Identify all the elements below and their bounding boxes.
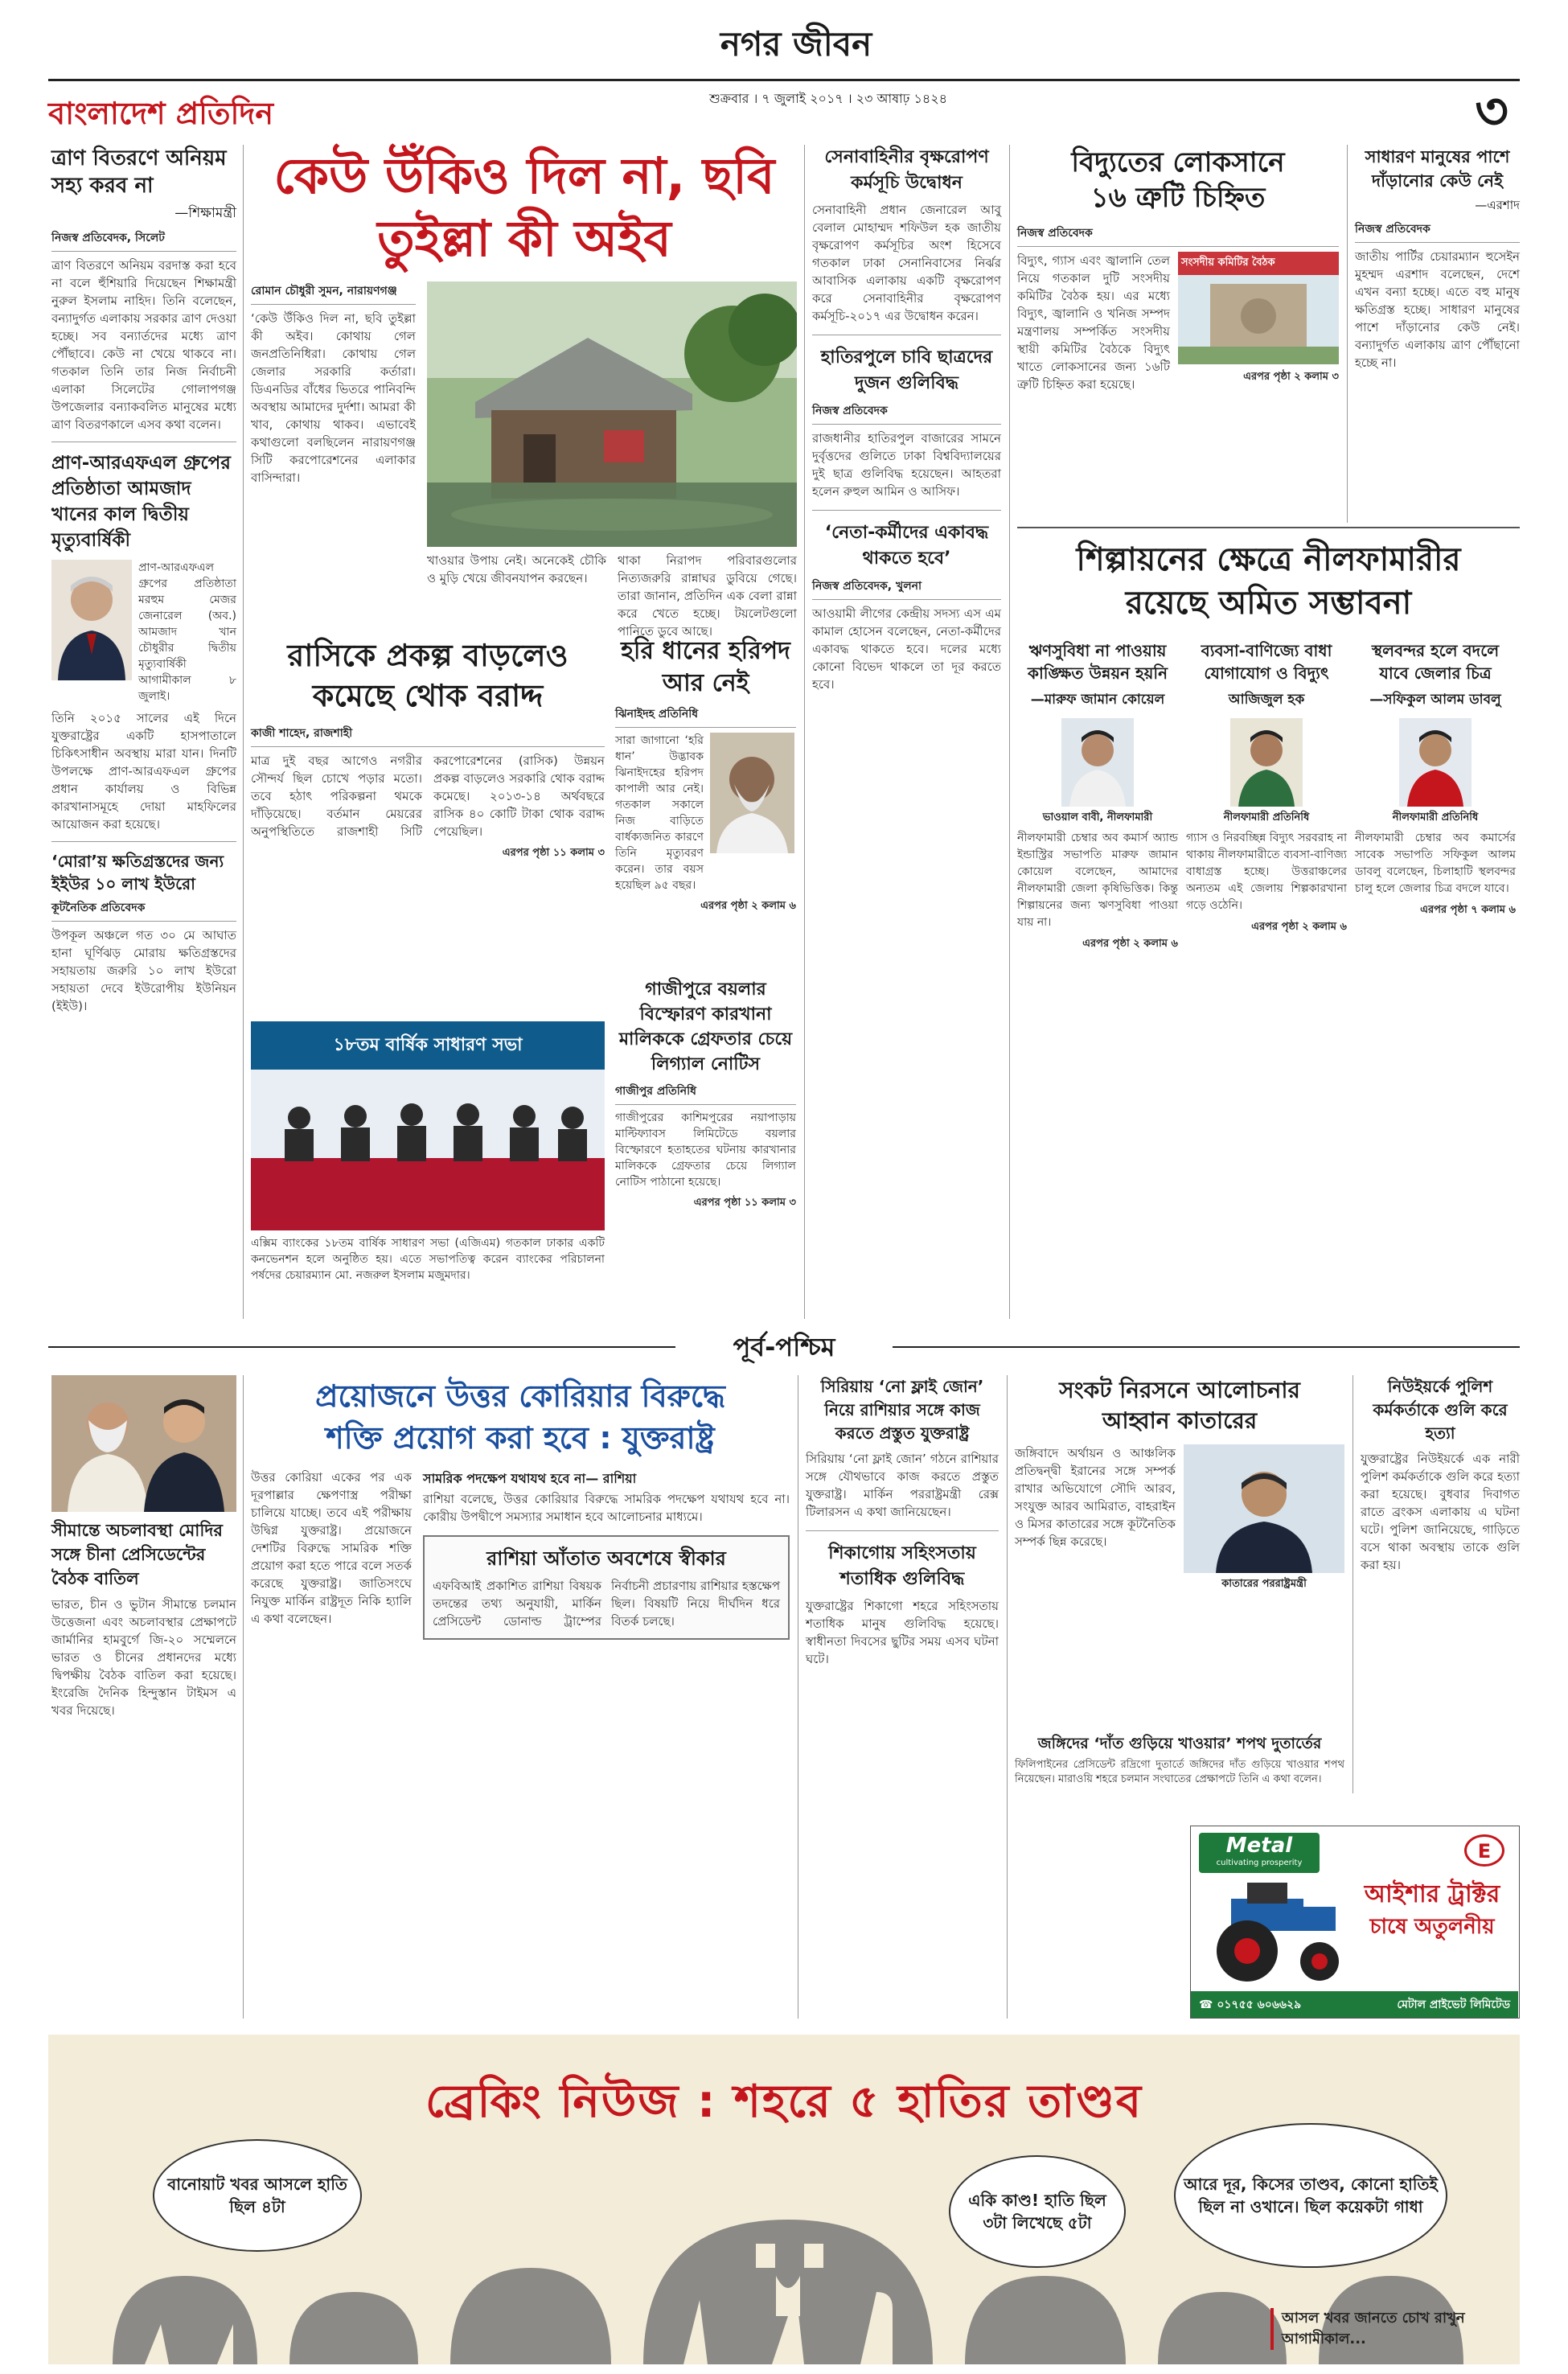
relief-headline: ত্রাণ বিতরণে অনিয়ম সহ্য করব না bbox=[51, 146, 227, 198]
quote-title: ব্যবসা-বাণিজ্যে বাধা যোগাযোগ ও বিদ্যুৎ bbox=[1201, 641, 1332, 683]
pran-headline: প্রাণ-আরএফএল গ্রুপের প্রতিষ্ঠাতা আমজাদ খানের কাল দ্বিতীয় মৃত্যুবার্ষিকী bbox=[51, 453, 231, 551]
elephant-ad-headline: ব্রেকিং নিউজ : শহরে ৫ হাতির তাণ্ডব bbox=[425, 2076, 1143, 2128]
rasik-continuation: এরপর পৃষ্ঠা ১১ কলাম ৩ bbox=[502, 847, 605, 859]
korea-body: উত্তর কোরিয়া একের পর এক দূরপাল্লার ক্ষেপণাস্ত্র পরীক্ষা চালিয়ে যাচ্ছে। তবে এই পরীক্ষায় উদ্বিগ্ন যুক্তরাষ্ট্র। প্রয়োজনে দেশটির বিরুদ্ধে সামরিক শক্তি প্রয়োগ করা হতে পারে বলে সতর্ক করেছে যুক্তরাষ্ট্র। জাতিসংঘে নিযুক্ত মার্কিন রাষ্ট্রদূত নিকি হ্যালি এ কথা বলেছেন। bbox=[251, 1470, 412, 1626]
column-rule bbox=[243, 1375, 244, 2019]
elephant-ad bbox=[48, 2035, 1520, 2364]
eu-headline: ‘মোরা’য় ক্ষতিগ্রস্তদের জন্য ইইউর ১০ লাখ ইউরো bbox=[51, 852, 224, 893]
russia-box bbox=[423, 1535, 790, 1640]
parliament-photo-caption: সংসদীয় কমিটির বৈঠক bbox=[1178, 252, 1339, 275]
korea-sub-body: রাশিয়া বলেছে, উত্তর কোরিয়ার বিরুদ্ধে সামরিক পদক্ষেপ যথাযথ হবে না। কোরীয় উপদ্বীপে সমস্যার সমাধান হবে আলোচনার মাধ্যমে। bbox=[423, 1492, 790, 1524]
syria-headline: সিরিয়ায় ‘নো ফ্লাই জোন’ নিয়ে রাশিয়ার সঙ্গে কাজ করতে প্রস্তুত যুক্তরাষ্ট্র bbox=[820, 1377, 984, 1443]
modi-story bbox=[51, 1375, 236, 2019]
tractor-ad-footer bbox=[1191, 1991, 1518, 2018]
nilphamari-block bbox=[1017, 527, 1520, 1319]
russia-headline: রাশিয়া আঁতাত অবশেষে স্বীকার bbox=[486, 1547, 726, 1570]
quote-card bbox=[1186, 639, 1347, 953]
nilphamari-headline-1: শিল্পায়নের ক্ষেত্রে নীলফামারীর bbox=[1076, 541, 1461, 578]
korea-subhead: সামরিক পদক্ষেপ যথাযথ হবে না— রাশিয়া bbox=[423, 1471, 637, 1486]
hari-headline: হরি ধানের হরিপদ আর নেই bbox=[621, 637, 790, 697]
factory-body: গাজীপুরের কাশিমপুরের নয়াপাড়ায় মাল্টিফ্যাবস লিমিটেডে বয়লার বিস্ফোরণে হতাহতের ঘটনায় কারখানার মালিককে গ্রেফতার চেয়ে লিগ্যাল নোটিস পাঠানো হয়েছে। bbox=[615, 1111, 796, 1189]
qatar-photo-caption: কাতারের পররাষ্ট্রমন্ত্রী bbox=[1221, 1578, 1307, 1590]
syria-body: সিরিয়ায় ‘নো ফ্লাই জোন’ গঠনে রাশিয়ার সঙ্গে যৌথভাবে কাজ করতে প্রস্তুত যুক্তরাষ্ট্র। মার্কিন পররাষ্ট্রমন্ত্রী রেক্স টিলারসন এ কথা জানিয়েছেন। bbox=[806, 1452, 999, 1519]
ny-body: যুক্তরাষ্ট্রের নিউইয়র্কে এক নারী পুলিশ কর্মকর্তাকে গুলি করে হত্যা করা হয়েছে। বুধবার দিবাগত রাতে ব্রংকস এলাকায় এ ঘটনা ঘটে। পুলিশ জানিয়েছে, গাড়িতে বসে থাকা অবস্থায় তাকে গুলি করা হয়। bbox=[1361, 1452, 1520, 1572]
neta-byline: নিজস্ব প্রতিবেদক, খুলনা bbox=[812, 577, 1001, 600]
relief-subhead: —শিক্ষামন্ত্রী bbox=[174, 205, 236, 221]
syria-story bbox=[806, 1375, 999, 2019]
qatar-minister-photo bbox=[1184, 1444, 1344, 1573]
duterte-story bbox=[1015, 1733, 1344, 1822]
quote-name: আজিজুল হক bbox=[1228, 692, 1305, 708]
quote-role: নীলফামারী প্রতিনিধি bbox=[1223, 811, 1310, 824]
eu-byline: কূটনৈতিক প্রতিবেদক bbox=[51, 898, 236, 922]
masthead-rule bbox=[48, 79, 1520, 81]
quote-body: গ্যাস ও নিরবচ্ছিন্ন বিদ্যুৎ সরবরাহ না থাকায় নীলফামারীতে ব্যবসা-বাণিজ্য বাধাগ্রস্ত হচ্ছে। উত্তরাঞ্চলের অন্যতম এই জেলায় শিল্পকারখানা গড়ে ওঠেনি। bbox=[1186, 832, 1347, 912]
army-headline: সেনাবাহিনীর বৃক্ষরোপণ কর্মসূচি উদ্বোধন bbox=[824, 147, 989, 193]
divider bbox=[51, 841, 236, 842]
paper-logo: বাংলাদেশ প্রতিদিন bbox=[48, 96, 274, 131]
person-photo bbox=[1061, 718, 1134, 807]
left-column bbox=[51, 145, 236, 1319]
duterte-body: ফিলিপাইনের প্রেসিডেন্ট রদ্রিগো দুতার্তে জঙ্গিদের দাঁত গুড়িয়ে খাওয়ার শপথ নিয়েছেন। মারাওয়ি শহরে চলমান সংঘাতের প্রেক্ষাপটে তিনি এ কথা বলেন। bbox=[1015, 1759, 1344, 1785]
quote-continuation: এরপর পৃষ্ঠা ২ কলাম ৬ bbox=[1251, 921, 1347, 933]
jp-byline: নিজস্ব প্রতিবেদক bbox=[1355, 220, 1520, 243]
amjad-khan-photo bbox=[51, 560, 132, 680]
factory-continuation: এরপর পৃষ্ঠা ১১ কলাম ৩ bbox=[693, 1197, 796, 1209]
factory-headline: গাজীপুরে বয়লার বিস্ফোরণ কারখানা মালিককে গ্রেফতার চেয়ে লিগ্যাল নোটিস bbox=[618, 980, 793, 1074]
lead-byline: রোমান চৌধুরী সুমন, নারায়ণগঞ্জ bbox=[251, 281, 416, 305]
agm-block bbox=[251, 1021, 605, 1319]
neta-body: আওয়ামী লীগের কেন্দ্রীয় সদস্য এস এম কামাল হোসেন বলেছেন, নেতা-কর্মীদের একাবদ্ধ থাকতে হবে। দলের মধ্যে কোনো বিভেদ থাকলে তা দূর করতে হবে। bbox=[812, 606, 1001, 692]
power-headline-2: ১৬ ত্রুটি চিহ্নিত bbox=[1090, 182, 1266, 214]
hari-body: সারা জাগানো ‘হরি ধান’ উদ্ভাবক ঝিনাইদহের হরিপদ কাপালী আর নেই। গতকাল সকালে নিজ বাড়িতে বার্ধক্যজনিত কারণে তিনি মৃত্যুবরণ করেন। তার বয়স হয়েছিল ৯৫ বছর। bbox=[615, 734, 704, 892]
army-body: সেনাবাহিনী প্রধান জেনারেল আবু বেলাল মোহাম্মদ শফিউল হক জাতীয় বৃক্ষরোপণ কর্মসূচির অংশ হিসেবে গতকাল ঢাকা সেনানিবাসের নির্ঝর আবাসিক এলাকায় একটি বৃক্ষরোপণ করে সেনাবাহিনীর বৃক্ষরোপণ কর্মসূচি-২০১৭ এর উদ্বোধন করেন। bbox=[812, 203, 1001, 323]
speech-bubble-3: আরে দূর, কিসের তাণ্ডব, কোনো হাতিই ছিল না ওখানে। ছিল কয়েকটা গাধা bbox=[1174, 2123, 1447, 2268]
rasik-headline-1: রাসিকে প্রকল্প বাড়লেও bbox=[287, 638, 569, 673]
qatar-body: জঙ্গিবাদে অর্থায়ন ও আঞ্চলিক প্রতিদ্বন্দ্বী ইরানের সঙ্গে সম্পর্ক রাখার অভিযোগে সৌদি আরব, সংযুক্ত আরব আমিরাত, বাহরাইন ও মিসর কাতারের সঙ্গে কূটনৈতিক সম্পর্ক ছিন্ন করেছে। bbox=[1015, 1446, 1176, 1549]
tractor-ad bbox=[1190, 1826, 1520, 2019]
flood-house-photo bbox=[427, 281, 797, 547]
ny-story bbox=[1361, 1375, 1520, 1793]
speech-bubble-2: একি কাণ্ড! হাতি ছিল ৩টা লিখেছে ৫টা bbox=[949, 2155, 1126, 2268]
divider bbox=[806, 1530, 999, 1531]
modi-body: ভারত, চীন ও ভুটান সীমান্তে চলমান উত্তেজনা এবং অচলাবস্থার প্রেক্ষাপটে জার্মানির হামবুর্গে জি-২০ সম্মেলনে ভারত ও চীনের প্রধানদের মধ্যে দ্বিপক্ষীয় বৈঠক বাতিল করা হয়েছে। ইংরেজি দৈনিক হিন্দুস্তান টাইমস এ খবর দিয়েছে। bbox=[51, 1597, 236, 1718]
korea-headline-2: শক্তি প্রয়োগ করা হবে : যুক্তরাষ্ট্র bbox=[326, 1420, 715, 1456]
jp-subhead: —এরশাদ bbox=[1475, 198, 1520, 212]
agm-photo bbox=[251, 1021, 605, 1230]
elephant-ad-footer: আসল খবর জানতে চোখ রাখুন আগামীকাল... bbox=[1270, 2308, 1512, 2350]
speech-bubble-1: বানোয়াট খবর আসলে হাতি ছিল ৪টা bbox=[153, 2139, 362, 2252]
lead-headline-1: কেউ উঁকিও দিল না, ছবি bbox=[273, 146, 775, 205]
hari-story bbox=[615, 635, 796, 973]
modi-xi-photo bbox=[51, 1375, 236, 1512]
nilphamari-headline-2: রয়েছে অমিত সম্ভাবনা bbox=[1125, 585, 1412, 622]
rasik-byline: কাজী শাহেদ, রাজশাহী bbox=[251, 724, 605, 747]
pran-caption: প্রাণ-আরএফএল গ্রুপের প্রতিষ্ঠাতা মরহুম মেজর জেনারেল (অব.) আমজাদ খান চৌধুরীর দ্বিতীয় মৃত্যুবার্ষিকী আগামীকাল ৮ জুলাই। bbox=[138, 561, 236, 703]
hari-byline: ঝিনাইদহ প্রতিনিধি bbox=[615, 704, 796, 728]
lead-body-2: থাকা নিরাপদ পরিবারগুলোর নিত্যজরুরি রান্নাঘর ডুবিয়ে গেছে। তারা জানান, প্রতিদিন এক বেলা রান্না করে খেতে হচ্ছে। টয়লেটগুলো পানিতে ডুবে আছে। bbox=[618, 553, 797, 639]
hatirpool-headline: হাতিরপুলে চাবি ছাত্রদের দুজন গুলিবিদ্ধ bbox=[820, 347, 993, 393]
tractor-illustration bbox=[1199, 1875, 1352, 1987]
power-byline: নিজস্ব প্রতিবেদক bbox=[1017, 224, 1339, 247]
qatar-headline-2: আহ্বান কাতারের bbox=[1102, 1407, 1258, 1434]
jp-story bbox=[1355, 145, 1520, 523]
lead-story bbox=[251, 145, 798, 639]
neta-headline: ‘নেতা-কর্মীদের একাবদ্ধ থাকতে হবে’ bbox=[824, 523, 989, 569]
russia-body: এফবিআই প্রকাশিত রাশিয়া বিষয়ক তদন্তের তথ্য অনুযায়ী, মার্কিন প্রেসিডেন্ট ডোনাল্ড ট্রাম্পের নির্বাচনী প্রচারণায় রাশিয়ার হস্তক্ষেপ ছিল। বিষয়টি নিয়ে দীর্ঘদিন ধরে বিতর্ক চলছে। bbox=[433, 1579, 780, 1629]
chicago-body: যুক্তরাষ্ট্রের শিকাগো শহরে সহিংসতায় শতাধিক মানুষ গুলিবিদ্ধ হয়েছে। স্বাধীনতা দিবসের ছুটির সময় এসব ঘটনা ঘটে। bbox=[806, 1599, 999, 1666]
quote-body: নীলফামারী চেম্বার অব কমার্স অ্যান্ড ইন্ডাস্ট্রির সভাপতি মারুফ জামান কোয়েল বলেছেন, আমাদের নীলফামারী জেলা কৃষিভিত্তিক। কিন্তু শিল্পায়নের জন্য ঋণসুবিধা পাওয়া যায় না। bbox=[1017, 832, 1178, 929]
divider bbox=[812, 510, 1001, 511]
rasik-headline-2: কমেছে থোক বরাদ্দ bbox=[312, 678, 544, 713]
tractor-title-1: আইশার ট্রাক্টর bbox=[1364, 1880, 1500, 1908]
quote-body: নীলফামারী চেম্বার অব কমার্সের সাবেক সভাপতি সফিকুল আলম ডাবলু বলেছেন, চিলাহাটি স্থলবন্দর চালু হলে জেলার চিত্র বদলে যাবে। bbox=[1355, 832, 1516, 895]
quote-continuation: এরপর পৃষ্ঠা ২ কলাম ৬ bbox=[1082, 938, 1178, 950]
chicago-headline: শিকাগোয় সহিংসতায় শতাধিক গুলিবিদ্ধ bbox=[828, 1543, 976, 1589]
metal-brand: Metal bbox=[1225, 1834, 1293, 1858]
tractor-phone: ☎ ০১৭৫৫ ৬০৬৬২৯ bbox=[1199, 1998, 1302, 2011]
column-rule bbox=[804, 145, 805, 1319]
army-story bbox=[812, 145, 1001, 1319]
page-number: ৩ bbox=[1475, 82, 1508, 142]
lead-body: ‘কেউ উঁকিও দিল না, ছবি তুইল্লা কী অইব। কোথায় গেল জনপ্রতিনিধিরা। কোথায় গেল জেলার সরকারি কর্তারা। ডিএনডির বাঁধের ভিতরে পানিবন্দি অবস্থায় আমাদের দুর্দশা। আমরা কী খাব, কোথায় থাকব। এভাবেই কথাগুলো বলছিলেন নারায়ণগঞ্জ সিটি করপোরেশনের এলাকার বাসিন্দারা। bbox=[251, 311, 416, 485]
issue-date: শুক্রবার । ৭ জুলাই ২০১৭ । ২৩ আষাঢ় ১৪২৪ bbox=[708, 91, 948, 106]
rasik-story bbox=[251, 635, 605, 1013]
metal-tagline: cultivating prosperity bbox=[1216, 1859, 1303, 1867]
qatar-story bbox=[1015, 1375, 1344, 1729]
quote-title: ঋণসুবিধা না পাওয়ায় কাঙ্ক্ষিত উন্নয়ন হয়নি bbox=[1027, 641, 1168, 683]
eu-body: উপকূল অঞ্চলে গত ৩০ মে আঘাত হানা ঘূর্ণিঝড় মোরায় ক্ষতিগ্রস্তদের সহায়তায় জরুরি ১০ লাখ ইউরো সহায়তা দেবে ইউরোপীয় ইউনিয়ন (ইইউ)। bbox=[51, 928, 236, 1013]
power-body: বিদ্যুৎ, গ্যাস এবং জ্বালানি তেল নিয়ে গতকাল দুটি সংসদীয় কমিটির বৈঠক হয়। এর মধ্যে বিদ্যুৎ, জ্বালানি ও খনিজ সম্পদ মন্ত্রণালয় সম্পর্কিত সংসদীয় স্থায়ী কমিটির বৈঠকে বিদ্যুৎ খাতে লোকসানের জন্য ১৬টি ত্রুটি চিহ্নিত করা হয়েছে। bbox=[1017, 253, 1170, 392]
masthead bbox=[48, 16, 1520, 142]
quote-title: স্থলবন্দর হলে বদলে যাবে জেলার চিত্র bbox=[1371, 641, 1500, 683]
modi-headline: সীমান্তে অচলাবস্থা মোদির সঙ্গে চীনা প্রেসিডেন্টের বৈঠক বাতিল bbox=[51, 1521, 223, 1588]
section-label: পূর্ব-পশ্চিম bbox=[675, 1327, 893, 1367]
hatirpool-body: রাজধানীর হাতিরপুল বাজারের সামনে দুর্বৃত্তদের গুলিতে ঢাকা বিশ্ববিদ্যালয়ের দুই ছাত্র গুলিবিদ্ধ হয়েছেন। আহতরা হলেন রুহুল আমিন ও আসিফ। bbox=[812, 431, 1001, 499]
factory-byline: গাজীপুর প্রতিনিধি bbox=[615, 1082, 796, 1105]
person-photo bbox=[1230, 718, 1303, 807]
pran-body: তিনি ২০১৫ সালের এই দিনে যুক্তরাষ্ট্রের একটি হাসপাতালে চিকিৎসাধীন অবস্থায় মারা যান। দিনটি উপলক্ষে প্রাণ-আরএফএল গ্রুপের প্রধান কার্যালয় ও বিভিন্ন কারখানাসমূহে দোয়া মাহফিলের আয়োজন করা হয়েছে। bbox=[51, 711, 236, 832]
section-divider bbox=[48, 1327, 1520, 1367]
relief-body: ত্রাণ বিতরণে অনিয়ম বরদাস্ত করা হবে না বলে হুঁশিয়ারি দিয়েছেন শিক্ষামন্ত্রী নুরুল ইসলাম নাহিদ। তিনি বলেছেন, বন্যাদুর্গত এলাকায় সরকার ত্রাণ দেওয়া হচ্ছে। সব বন্যার্তদের মধ্যে ত্রাণ পৌঁছাবে। কেউ না খেয়ে থাকবে না। গতকাল তিনি তার নিজ নির্বাচনী এলাকা সিলেটের গোলাপগঞ্জ উপজেলার বন্যাকবলিত মানুষের মধ্যে ত্রাণ বিতরণকালে এসব কথা বলেন। bbox=[51, 258, 236, 432]
hari-continuation: এরপর পৃষ্ঠা ২ কলাম ৬ bbox=[700, 900, 796, 912]
column-rule bbox=[1347, 145, 1348, 523]
power-continuation: এরপর পৃষ্ঠা ২ কলাম ৩ bbox=[1243, 371, 1339, 383]
hatirpool-byline: নিজস্ব প্রতিবেদক bbox=[812, 401, 1001, 425]
person-photo bbox=[1399, 718, 1472, 807]
lead-photo-caption: খাওয়ার উপায় নেই। অনেকেই চৌকি ও মুড়ি খেয়ে জীবনযাপন করছেন। bbox=[427, 553, 606, 585]
column-rule bbox=[1007, 1375, 1008, 2019]
column-rule bbox=[1009, 145, 1010, 1319]
agm-title: ১৮তম বার্ষিক সাধারণ সভা bbox=[333, 1035, 523, 1055]
ny-headline: নিউইয়র্কে পুলিশ কর্মকর্তাকে গুলি করে হত্যা bbox=[1373, 1377, 1508, 1443]
section-title: নগর জীবন bbox=[720, 24, 872, 64]
parliament-photo bbox=[1178, 252, 1339, 364]
tractor-company: মেটাল প্রাইভেট লিমিটেড bbox=[1397, 1998, 1510, 2011]
quote-role: ভাওয়াল বাবী, নীলফামারী bbox=[1042, 811, 1153, 824]
relief-byline: নিজস্ব প্রতিবেদক, সিলেট bbox=[51, 228, 236, 252]
column-rule bbox=[243, 145, 244, 1319]
power-headline-1: বিদ্যুতের লোকসানে bbox=[1071, 146, 1285, 179]
lead-headline-2: তুইল্লা কী অইব bbox=[377, 209, 671, 268]
jp-body: জাতীয় পার্টির চেয়ারম্যান হুসেইন মুহম্মদ এরশাদ বলেছেন, দেশে এখন বন্যা হচ্ছে। এতে বহু মানুষ ক্ষতিগ্রস্ত হচ্ছে। সাধারণ মানুষের পাশে দাঁড়ানোর কেউ নেই। বন্যাদুর্গত এলাকায় ত্রাণ পৌঁছানো হচ্ছে না। bbox=[1355, 249, 1520, 370]
eicher-logo: E bbox=[1464, 1834, 1504, 1867]
power-story bbox=[1017, 145, 1339, 547]
quote-name: —সফিকুল আলম ডাবলু bbox=[1369, 692, 1501, 708]
qatar-headline-1: সংকট নিরসনে আলোচনার bbox=[1059, 1377, 1300, 1403]
korea-story bbox=[251, 1375, 790, 2019]
metal-logo bbox=[1199, 1833, 1320, 1873]
factory-story bbox=[615, 977, 796, 1319]
hari-photo bbox=[710, 733, 794, 853]
quote-card bbox=[1017, 639, 1178, 953]
jp-headline: সাধারণ মানুষের পাশে দাঁড়ানোর কেউ নেই bbox=[1365, 147, 1510, 191]
quote-continuation: এরপর পৃষ্ঠা ৭ কলাম ৬ bbox=[1420, 904, 1516, 916]
tractor-title-2: চাষে অতুলনীয় bbox=[1369, 1915, 1495, 1939]
quote-name: —মারুফ জামান কোয়েল bbox=[1030, 692, 1165, 708]
korea-headline-1: প্রয়োজনে উত্তর কোরিয়ার বিরুদ্ধে bbox=[315, 1378, 725, 1414]
agm-caption: এক্সিম ব্যাংকের ১৮তম বার্ষিক সাধারণ সভা (এজিএম) গতকাল ঢাকার একটি কনভেনশন হলে অনুষ্ঠিত হয়। এতে সভাপতিত্ব করেন ব্যাংকের পরিচালনা পর্ষদের চেয়ারম্যান মো. নজরুল ইসলাম মজুমদার। bbox=[251, 1237, 605, 1282]
rasik-body: মাত্র দুই বছর আগেও নগরীর সৌন্দর্য ছিল চোখে পড়ার মতো। তবে হঠাৎ পরিকল্পনা থমকে দাঁড়িয়েছে। বর্তমান মেয়রের অনুপস্থিতিতে রাজশাহী সিটি করপোরেশনের (রাসিক) উন্নয়ন প্রকল্প বাড়লেও সরকারি থোক বরাদ্দ কমেছে। ২০১৩-১৪ অর্থবছরে রাসিক ৪০ কোটি টাকা থোক বরাদ্দ পেয়েছিল। bbox=[251, 754, 605, 839]
duterte-headline: জঙ্গিদের ‘দাঁত গুড়িয়ে খাওয়ার’ শপথ দুতার্তের bbox=[1037, 1735, 1322, 1752]
quote-card bbox=[1355, 639, 1516, 953]
quote-role: নীলফামারী প্রতিনিধি bbox=[1392, 811, 1479, 824]
